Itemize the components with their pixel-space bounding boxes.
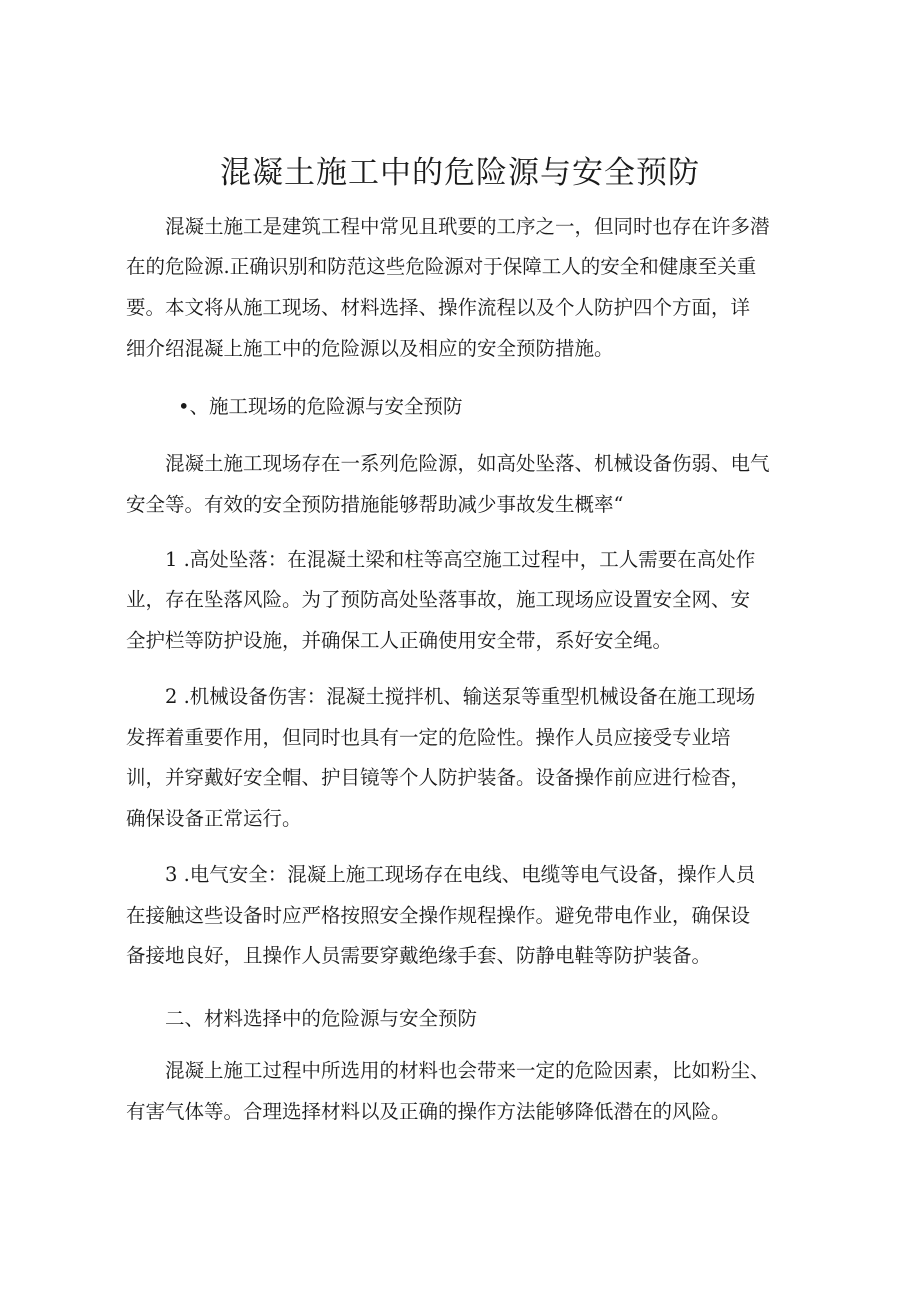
section-intro-line: 混凝土施工现场存在一系列危险源，如高处坠落、机械设备伤弱、电气 [165,452,770,475]
list-item-line: 在接触这些设备时应严格按照安全操作规程操作。避免带电作业，确保设 [126,904,751,927]
list-item-line: 确保设备正常运行。 [126,807,302,830]
list-item-line: 发挥着重要作用，但同时也具有一定的危险性。操作人员应接受专业培 [126,726,731,749]
intro-line: 在的危险源.正确识别和防范这些危险源对于保障工人的安全和健康至关重 [126,255,757,278]
intro-line: 混凝土施工是建筑工程中常见且玳要的工序之一，但同时也存在许多潜 [165,215,770,238]
section-intro-line: 混凝上施工过程中所选用的材料也会带来一定的危险因素，比如粉尘、 [165,1059,770,1082]
list-item-line: 1 .高处坠落：在混凝土梁和柱等高空施工过程中，工人需要在高处作 [165,548,756,571]
section-intro-line: 有害气体等。合理选择材料以及正确的操作方法能够降低潜在的风险。 [126,1100,731,1123]
list-item-line: 3 .电气安全：混凝上施工现场存在电线、电缆等电气设备，操作人员 [165,863,756,886]
list-item-line: 业，存在坠落风险。为了预防高处坠落事故，施工现场应设置安全网、安 [126,588,751,611]
section-intro-line: 安全等。有效的安全预防措施能够帮助减少事故发生概率“ [126,493,624,516]
list-item-line: 全护栏等防护设施，并确保工人正确使用安全带，系好安全绳。 [126,629,673,652]
list-item-line: 2 .机械设备伤害：混凝土搅拌机、输送泵等重型机械设备在施工现场 [165,685,756,708]
intro-line: 细介绍混凝上施工中的危险源以及相应的安全预防措施。 [126,337,614,360]
intro-line: 要。本文将从施工现场、材料选择、操作流程以及个人防护四个方面，详 [126,296,751,319]
list-item-line: 训，并穿戴好安全帽、护目镜等个人防护装备。设备操作前应进行检杳， [126,766,751,789]
section-heading: •、施工现场的危险源与安全预防 [178,395,463,418]
list-item-line: 备接地良好，且操作人员需要穿戴绝缘手套、防静电鞋等防护装备。 [126,944,712,967]
section-heading: 二、材料选择中的危险源与安全预防 [165,1007,478,1030]
page-title: 混凝土施工中的危险源与安全预防 [220,155,700,191]
